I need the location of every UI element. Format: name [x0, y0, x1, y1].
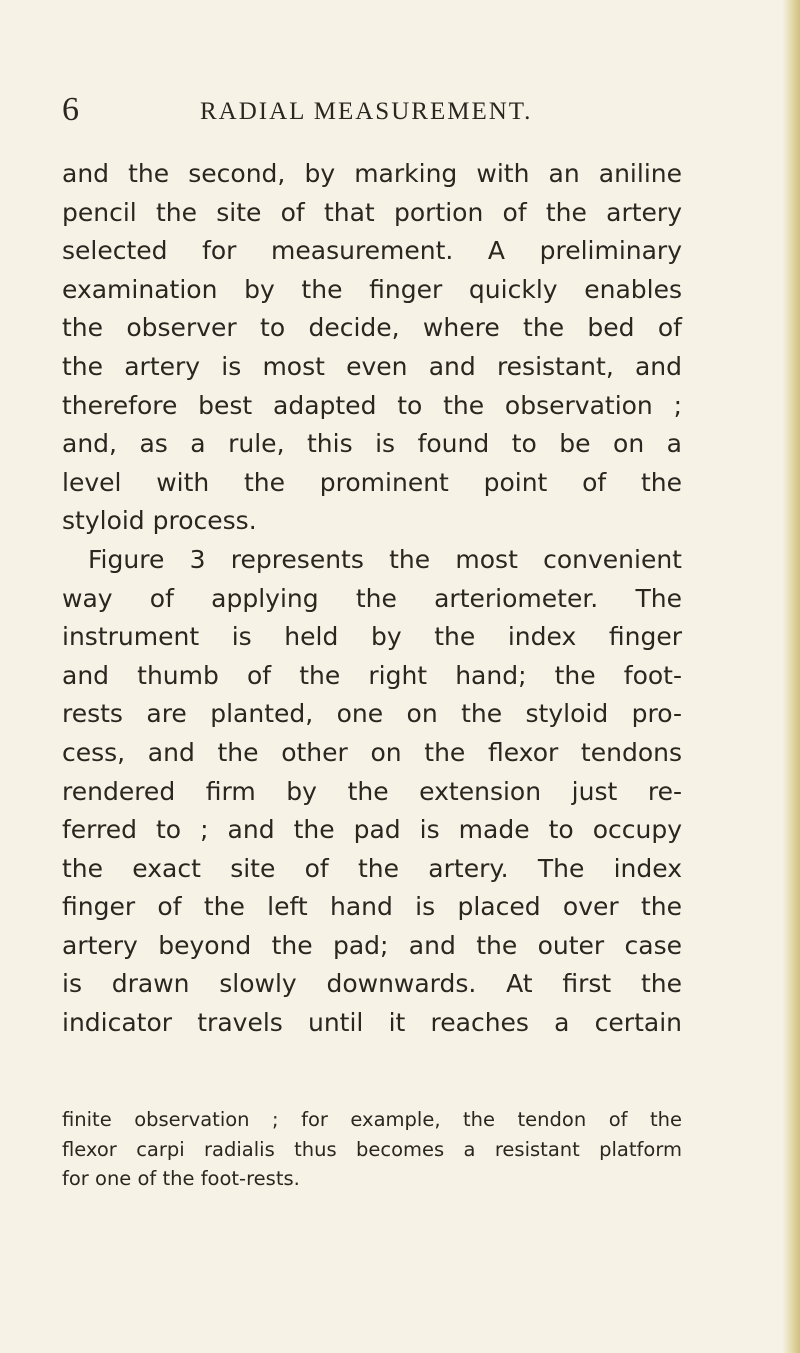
text-line: is drawn slowly downwards. At first the	[62, 969, 682, 999]
text-line: examination by the finger quickly enables	[62, 274, 682, 304]
page-edge-shadow	[782, 0, 800, 1353]
text-line: cess, and the other on the flexor tendons	[62, 737, 682, 767]
footnote-line: flexor carpi radialis thus becomes a resistant platform	[62, 1137, 682, 1161]
footnote	[62, 1105, 682, 1194]
text-line: artery beyond the pad; and the outer case	[62, 930, 682, 960]
text-line: instrument is held by the index finger	[62, 622, 682, 652]
text-line: the exact site of the artery. The index	[62, 853, 682, 883]
text-line: styloid process.	[62, 506, 257, 536]
running-head: RADIAL MEASUREMENT.	[200, 98, 533, 125]
text-line: indicator travels until it reaches a certain	[62, 1008, 682, 1038]
text-line: therefore best adapted to the observation ;	[62, 390, 682, 420]
text-line: rendered firm by the extension just re-	[62, 776, 682, 806]
text-line: the observer to decide, where the bed of	[62, 313, 682, 343]
text-line: pencil the site of that portion of the artery	[62, 197, 682, 227]
text-line: and the second, by marking with an aniline	[62, 159, 682, 188]
text-line: ferred to ; and the pad is made to occupy	[62, 815, 682, 845]
footnote-line: finite observation ; for example, the tendon of the	[62, 1108, 682, 1131]
page-number: 6	[62, 91, 79, 128]
text-line: finger of the left hand is placed over the	[62, 892, 682, 922]
text-line: rests are planted, one on the styloid pro-	[62, 699, 682, 729]
text-line: way of applying the arteriometer. The	[62, 583, 682, 613]
text-line: the artery is most even and resistant, and	[62, 351, 682, 381]
footnote-line: for one of the foot-rests.	[62, 1167, 300, 1190]
body-text	[62, 155, 682, 1043]
text-line: and, as a rule, this is found to be on a	[62, 429, 682, 459]
text-line: level with the prominent point of the	[62, 467, 682, 497]
text-line: selected for measurement. A preliminary	[62, 236, 682, 266]
text-line: Figure 3 represents the most convenient	[88, 544, 682, 574]
text-line: and thumb of the right hand; the foot-	[62, 660, 682, 690]
